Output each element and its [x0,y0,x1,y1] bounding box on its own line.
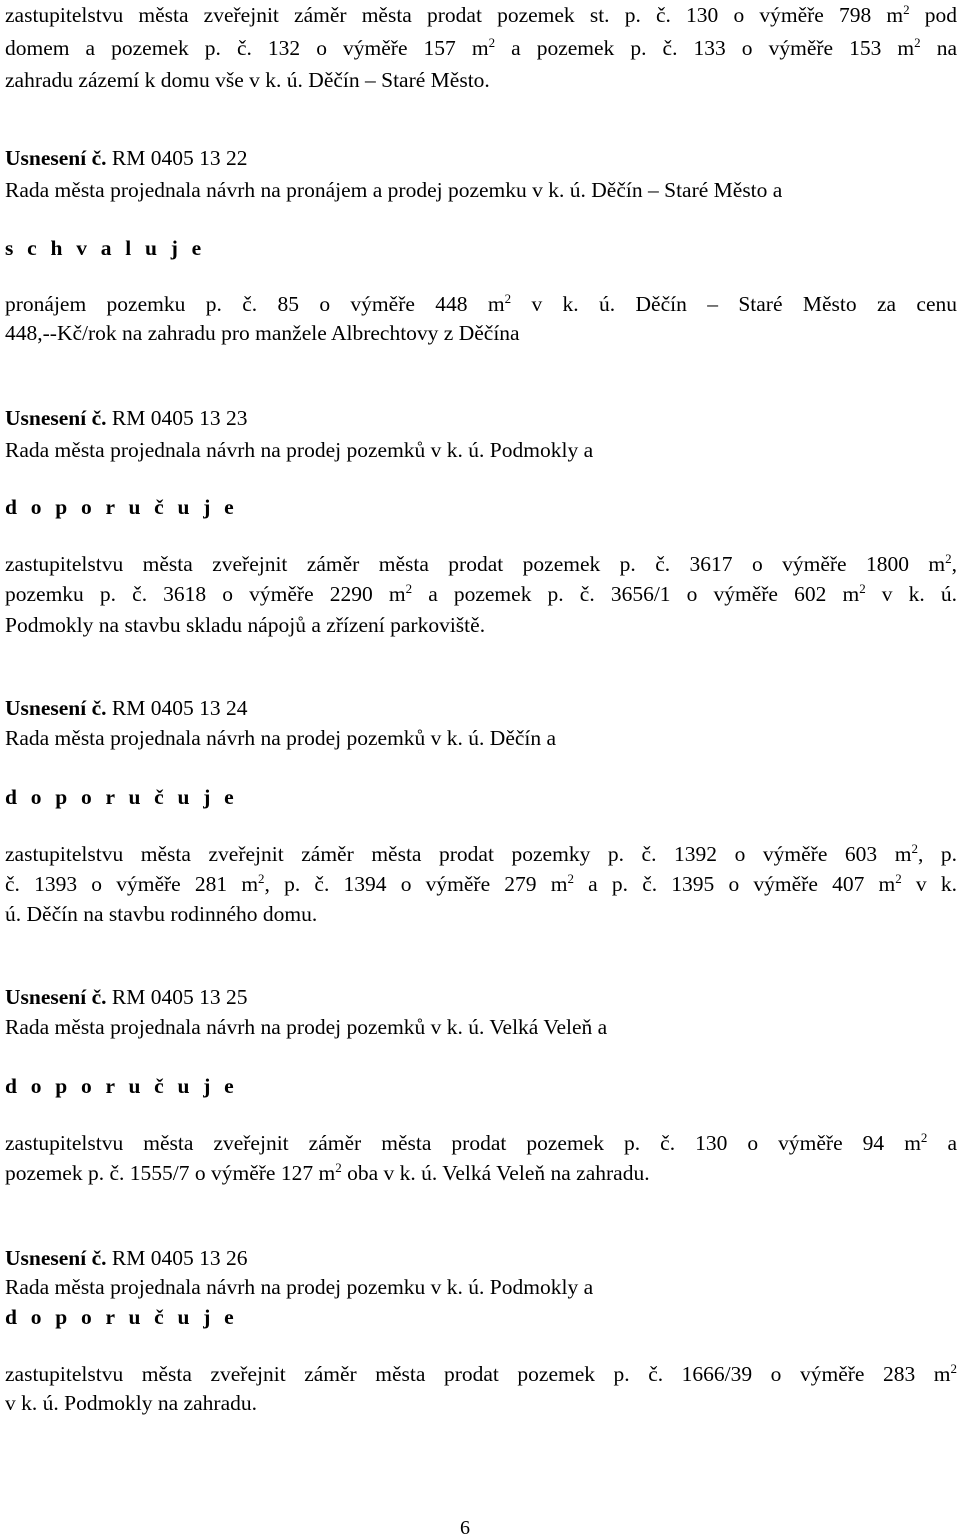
resolution-text: a [927,1131,957,1155]
resolution-text: v k. ú. Děčín – Staré Město za cenu [511,292,957,316]
resolution-verb: d o p o r u č u j e [5,785,238,809]
resolution-text-line: ú. Děčín na stavbu rodinného domu. [5,902,318,926]
resolution-heading [5,984,248,1010]
heading-label: Usnesení č. [5,1246,107,1270]
resolution-text-line: Podmokly na stavbu skladu nápojů a zřízení parkoviště. [5,613,486,637]
intro-text: domem a pozemek p. č. 132 o výměře 157 m [5,36,489,60]
resolution-text: , p. [917,842,958,866]
superscript: 2 [920,1130,928,1145]
resolution-text: pronájem pozemku p. č. 85 o výměře 448 m [5,292,505,316]
superscript: 2 [258,871,265,886]
resolution-text-line: v k. ú. Podmokly na zahradu. [5,1391,257,1415]
resolution-text-line [5,1361,957,1387]
superscript: 2 [895,871,902,886]
page-number: 6 [460,1517,470,1539]
resolution-text: v k. [901,872,957,896]
superscript: 2 [335,1160,342,1175]
intro-line-2 [5,35,957,61]
heading-number: RM 0405 13 24 [106,696,248,720]
resolution-description: Rada města projednala návrh na prodej pozemků v k. ú. Velká Veleň a [5,1015,608,1039]
intro-text: zastupitelstvu města zveřejnit záměr města prodat pozemek st. p. č. 130 o výměře 798 m [5,3,904,27]
resolution-heading [5,1245,248,1271]
resolution-text: v k. ú. [865,582,958,606]
resolution-verb: s c h v a l u j e [5,236,206,260]
heading-label: Usnesení č. [5,146,107,170]
resolution-text-line [5,871,957,897]
resolution-text: oba v k. ú. Velká Veleň na zahradu. [341,1161,650,1185]
intro-text: pod [909,3,957,27]
resolution-description: Rada města projednala návrh na prodej pozemků v k. ú. Podmokly a [5,438,594,462]
resolution-text: a p. č. 1395 o výměře 407 m [573,872,896,896]
superscript: 2 [504,291,512,306]
superscript: 2 [859,581,866,596]
resolution-text-line [5,1160,650,1186]
superscript: 2 [903,2,910,17]
resolution-heading [5,405,248,431]
superscript: 2 [488,35,496,50]
heading-label: Usnesení č. [5,985,107,1009]
heading-number: RM 0405 13 22 [106,146,248,170]
superscript: 2 [911,841,918,856]
intro-line-3: zahradu zázemí k domu vše v k. ú. Děčín – Staré Město. [5,68,490,92]
intro-text: a pozemek p. č. 133 o výměře 153 m [495,36,915,60]
resolution-verb: d o p o r u č u j e [5,1074,238,1098]
resolution-text-line [5,291,957,317]
resolution-description: Rada města projednala návrh na prodej pozemků v k. ú. Děčín a [5,726,557,750]
resolution-text: č. 1393 o výměře 281 m [5,872,259,896]
resolution-text: zastupitelstvu města zveřejnit záměr města prodat pozemky p. č. 1392 o výměře 603 m [5,842,912,866]
superscript: 2 [945,551,952,566]
heading-number: RM 0405 13 26 [106,1246,248,1270]
resolution-text: zastupitelstvu města zveřejnit záměr města prodat pozemek p. č. 3617 o výměře 1800 m [5,552,946,576]
intro-text: na [920,36,957,60]
superscript: 2 [405,581,413,596]
superscript: 2 [950,1361,957,1376]
resolution-text-line: 448,--Kč/rok na zahradu pro manžele Albrechtovy z Děčína [5,321,520,345]
resolution-description: Rada města projednala návrh na prodej pozemku v k. ú. Podmokly a [5,1275,594,1299]
resolution-heading [5,145,248,171]
resolution-verb: d o p o r u č u j e [5,1305,238,1329]
resolution-text: pozemek p. č. 1555/7 o výměře 127 m [5,1161,336,1185]
resolution-text: zastupitelstvu města zveřejnit záměr města prodat pozemek p. č. 1666/39 o výměře 283 m [5,1362,951,1386]
resolution-verb: d o p o r u č u j e [5,495,238,519]
resolution-text-line [5,581,957,607]
resolution-text-line [5,1130,957,1156]
resolution-text: pozemku p. č. 3618 o výměře 2290 m [5,582,406,606]
superscript: 2 [914,35,921,50]
heading-label: Usnesení č. [5,406,107,430]
resolution-text: zastupitelstvu města zveřejnit záměr města prodat pozemek p. č. 130 o výměře 94 m [5,1131,921,1155]
intro-line-1 [5,2,957,28]
heading-number: RM 0405 13 25 [106,985,248,1009]
superscript: 2 [567,871,574,886]
resolution-text: , p. č. 1394 o výměře 279 m [264,872,568,896]
resolution-text-line [5,551,957,577]
resolution-text: a pozemek p. č. 3656/1 o výměře 602 m [412,582,860,606]
resolution-text-line [5,841,957,867]
resolution-heading [5,695,248,721]
resolution-text: , [951,552,957,576]
heading-label: Usnesení č. [5,696,107,720]
heading-number: RM 0405 13 23 [106,406,248,430]
resolution-description: Rada města projednala návrh na pronájem a prodej pozemku v k. ú. Děčín – Staré Město a [5,178,783,202]
